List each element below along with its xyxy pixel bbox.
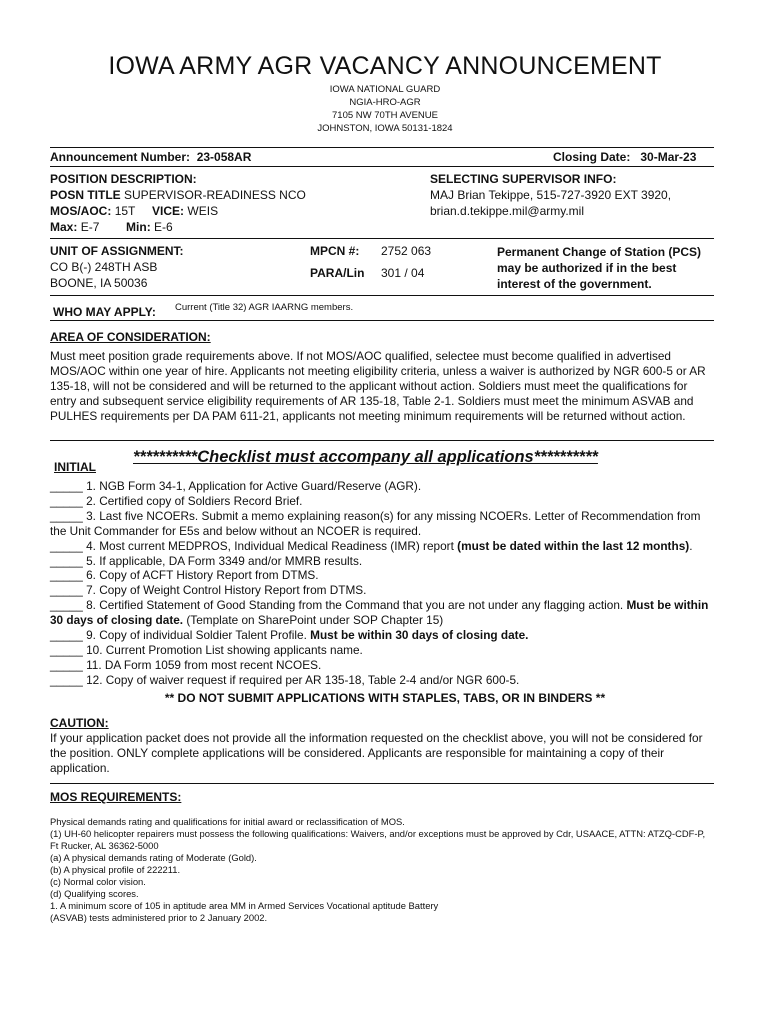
document-title: IOWA ARMY AGR VACANCY ANNOUNCEMENT xyxy=(108,52,662,80)
closing-date-label: Closing Date: xyxy=(553,150,631,164)
min-label: Min: xyxy=(126,220,151,234)
address-block xyxy=(0,83,770,135)
para-lin-value: 301 / 04 xyxy=(381,266,425,280)
staples-notice: ** DO NOT SUBMIT APPLICATIONS WITH STAPLES, TABS, OR IN BINDERS ** xyxy=(164,691,606,705)
announcement-number xyxy=(50,150,251,164)
grade-row xyxy=(50,220,173,234)
checklist-item: _____ 4. Most current MEDPROS, Individual Medical Readiness (IMR) report (must be dated within the last 12 months). xyxy=(50,538,693,553)
divider xyxy=(50,295,714,296)
checklist-item: _____ 7. Copy of Weight Control History Report from DTMS. xyxy=(50,583,367,598)
supervisor-contact: MAJ Brian Tekippe, 515-727-3920 EXT 3920, xyxy=(430,188,672,202)
checklist-banner: **********Checklist must accompany all applications********** xyxy=(133,448,598,466)
checklist-item: _____ 5. If applicable, DA Form 3349 and/or MMRB results. xyxy=(50,553,363,568)
divider xyxy=(50,440,714,441)
supervisor-heading: SELECTING SUPERVISOR INFO: xyxy=(430,172,617,186)
unit-heading: UNIT OF ASSIGNMENT: xyxy=(50,244,184,258)
divider xyxy=(50,783,714,784)
initial-label: INITIAL xyxy=(54,460,96,474)
posn-title-label: POSN TITLE xyxy=(50,188,121,202)
unit-line-2: BOONE, IA 50036 xyxy=(50,276,148,290)
checklist-item: _____ 1. NGB Form 34-1, Application for Active Guard/Reserve (AGR). xyxy=(50,479,422,493)
mos-requirement-line: (d) Qualifying scores. xyxy=(50,888,139,899)
mpcn-value: 2752 063 xyxy=(381,244,432,258)
mos-requirement-line: (b) A physical profile of 222211. xyxy=(50,864,181,875)
divider xyxy=(50,147,714,148)
announcement-number-label: Announcement Number: xyxy=(50,150,191,164)
area-heading: AREA OF CONSIDERATION: xyxy=(50,330,211,344)
divider xyxy=(50,166,714,167)
mos-requirement-line: Physical demands rating and qualifications for initial award or reclassification of MOS. xyxy=(50,816,405,827)
min-value: E-6 xyxy=(154,220,173,234)
mos-requirement-line: (ASVAB) tests administered prior to 2 January 2002. xyxy=(50,912,268,923)
address-line: 7105 NW 70TH AVENUE xyxy=(332,110,438,121)
area-text: Must meet position grade requirements above. If not MOS/AOC qualified, selectee must become qualified in advertised MOS/AOC within one year of hire. Applicants not meeting eligibility criteria, unless a waiver is authorized by NGR 600-5 or AR 135-18, will not be considered and will be returned to the applicant without action. Soldiers must meet the qualifications for entry and subsequent service eligibility requirements of AR 135-18, Table 2-1. Soldiers must meet the minimum ASVAB and PULHES requirements per DA PAM 611-21, applicants not meeting minimum requirements will be returned without action. xyxy=(50,349,706,423)
para-lin-label: PARA/Lin xyxy=(310,266,365,280)
vice-value: WEIS xyxy=(187,204,219,218)
divider xyxy=(50,238,714,239)
who-may-apply-value: Current (Title 32) AGR IAARNG members. xyxy=(175,302,354,313)
max-label: Max: xyxy=(50,220,78,234)
checklist xyxy=(50,479,720,688)
max-value: E-7 xyxy=(80,220,100,234)
supervisor-email: brian.d.tekippe.mil@army.mil xyxy=(430,204,585,218)
vice-label: VICE: xyxy=(152,204,185,218)
checklist-item: _____ 2. Certified copy of Soldiers Record Brief. xyxy=(50,493,303,508)
closing-date xyxy=(553,150,696,164)
caution-text: If your application packet does not provide all the information requested on the checklist above, you will not be considered for the position. ONLY complete applications will be considered. Applicants are responsible for maintaining a copy of their application. xyxy=(50,731,703,775)
unit-line-1: CO B(-) 248TH ASB xyxy=(50,260,158,274)
checklist-item: _____ 9. Copy of individual Soldier Talent Profile. Must be within 30 days of closing date. xyxy=(50,628,529,643)
posn-title-value: SUPERVISOR-READINESS NCO xyxy=(124,188,306,202)
mos-requirement-line: 1. A minimum score of 105 in aptitude area MM in Armed Services Vocational aptitude Battery xyxy=(50,900,439,911)
mpcn-label: MPCN #: xyxy=(310,244,360,258)
address-line: NGIA-HRO-AGR xyxy=(349,97,421,108)
caution-heading: CAUTION: xyxy=(50,716,109,730)
checklist-item: _____ 8. Certified Statement of Good Standing from the Command that you are not under any flagging action. Must be within 30 days of closing date. (Template on SharePoint under SOP Chapter 15) xyxy=(50,598,709,628)
announcement-number-value: 23-058AR xyxy=(196,150,252,164)
mos-row xyxy=(50,204,218,218)
mos-requirements-list xyxy=(50,816,716,924)
mos-value: 15T xyxy=(114,204,136,218)
checklist-item: _____ 12. Copy of waiver request if required per AR 135-18, Table 2-4 and/or NGR 600-5. xyxy=(50,672,520,687)
position-heading: POSITION DESCRIPTION: xyxy=(50,172,197,186)
mos-requirement-line: (1) UH-60 helicopter repairers must possess the following qualifications: Waivers, and/or exceptions must be approved by Cdr, USAACE, ATTN: ATZQ-CDF-P, Ft Rucker, AL 36362-5000 xyxy=(50,828,706,851)
mos-requirement-line: (c) Normal color vision. xyxy=(50,876,146,887)
mos-requirements-heading: MOS REQUIREMENTS: xyxy=(50,790,182,804)
divider xyxy=(50,320,714,321)
mos-label: MOS/AOC: xyxy=(50,204,112,218)
address-line: JOHNSTON, IOWA 50131-1824 xyxy=(317,123,453,134)
mos-requirement-line: (a) A physical demands rating of Moderate (Gold). xyxy=(50,852,257,863)
checklist-item: _____ 3. Last five NCOERs. Submit a memo explaining reason(s) for any missing NCOERs. Letter of Recommendation from the Unit Commander for E5s and below without an NCOER is required. xyxy=(50,508,701,538)
checklist-item: _____ 10. Current Promotion List showing applicants name. xyxy=(50,642,363,657)
position-title-row xyxy=(50,188,306,202)
who-may-apply-label: WHO MAY APPLY: xyxy=(53,305,156,319)
address-line: IOWA NATIONAL GUARD xyxy=(329,84,441,95)
checklist-item: _____ 6. Copy of ACFT History Report from DTMS. xyxy=(50,568,319,583)
closing-date-value: 30-Mar-23 xyxy=(640,150,697,164)
pcs-note: Permanent Change of Station (PCS) may be authorized if in the best interest of the government. xyxy=(497,245,702,291)
checklist-item: _____ 11. DA Form 1059 from most recent NCOES. xyxy=(50,657,322,672)
